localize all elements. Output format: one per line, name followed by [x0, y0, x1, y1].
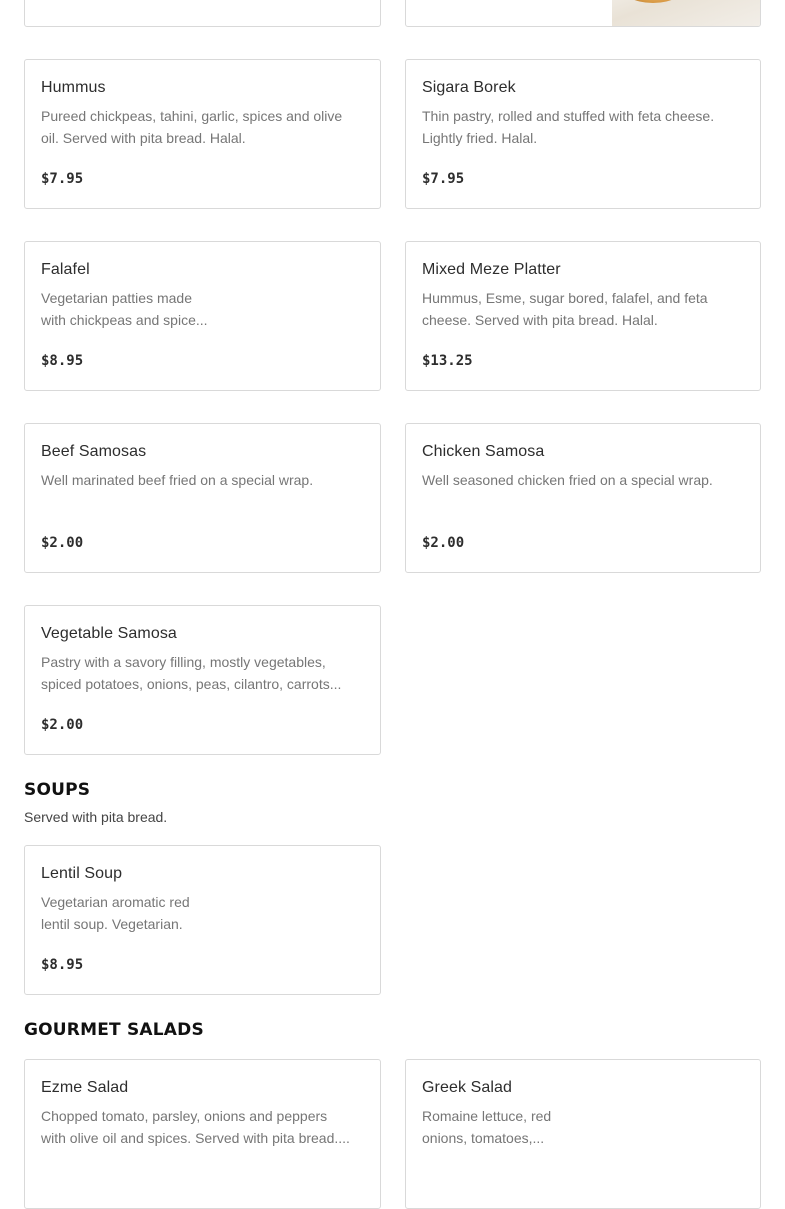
item-name: Beef Samosas: [41, 443, 147, 460]
item-description: Pureed chickpeas, tahini, garlic, spices and olive oil. Served with pita bread. Halal.: [41, 108, 343, 146]
item-description: Well marinated beef fried on a special wrap.: [41, 472, 314, 488]
item-name: Greek Salad: [422, 1079, 513, 1096]
item-price: $8.95: [41, 957, 84, 973]
item-name: Hummus: [41, 79, 106, 96]
item-price: $2.00: [41, 535, 84, 551]
item-price: $2.00: [422, 535, 465, 551]
item-name: Chicken Samosa: [422, 443, 545, 460]
item-price: $7.95: [422, 171, 465, 187]
item-description: Romaine lettuce, red onions, tomatoes,...: [422, 1108, 552, 1146]
item-name: Lentil Soup: [41, 865, 123, 882]
item-description: Well seasoned chicken fried on a special wrap.: [422, 472, 713, 488]
item-name: Ezme Salad: [41, 1079, 129, 1096]
item-price: $7.95: [41, 171, 84, 187]
menu-item-hummus[interactable]: [24, 59, 381, 209]
menu-item-beef-samosas[interactable]: [24, 423, 381, 573]
item-price: $8.95: [41, 353, 84, 369]
item-description: Chopped tomato, parsley, onions and peppers with olive oil and spices. Served with pita bread....: [41, 1108, 350, 1146]
menu-item-mixed-meze-platter[interactable]: [405, 241, 761, 391]
menu-item-chicken-samosa[interactable]: [405, 423, 761, 573]
menu-item-vegetable-samosa[interactable]: [24, 605, 381, 755]
menu-item-falafel[interactable]: [24, 241, 381, 391]
section-title-gourmet-salads: GOURMET SALADS: [24, 1020, 204, 1040]
menu-item-card-partial-left[interactable]: [24, 0, 381, 27]
item-name: Sigara Borek: [422, 79, 516, 96]
item-photo: [612, 0, 760, 26]
item-description: Hummus, Esme, sugar bored, falafel, and feta cheese. Served with pita bread. Halal.: [422, 290, 708, 328]
section-subtitle-soups: Served with pita bread.: [24, 809, 168, 825]
item-price: $13.25: [422, 353, 473, 369]
item-name: Mixed Meze Platter: [422, 261, 561, 278]
food-image: [618, 0, 688, 3]
item-description: Vegetarian patties made with chickpeas and spice...: [41, 290, 208, 328]
item-name: Falafel: [41, 261, 90, 278]
item-name: Vegetable Samosa: [41, 625, 177, 642]
section-title-soups: SOUPS: [24, 780, 91, 800]
item-price: $2.00: [41, 717, 84, 733]
menu-item-greek-salad[interactable]: [405, 1059, 761, 1209]
item-description: Pastry with a savory filling, mostly vegetables, spiced potatoes, onions, peas, cilantro, carrots...: [41, 654, 342, 692]
menu-item-ezme-salad[interactable]: [24, 1059, 381, 1209]
menu-item-lentil-soup[interactable]: [24, 845, 381, 995]
item-description: Thin pastry, rolled and stuffed with feta cheese. Lightly fried. Halal.: [422, 108, 715, 146]
menu-item-sigara-borek[interactable]: [405, 59, 761, 209]
item-description: Vegetarian aromatic red lentil soup. Vegetarian.: [41, 894, 190, 932]
menu-item-card-partial-right[interactable]: [405, 0, 761, 27]
